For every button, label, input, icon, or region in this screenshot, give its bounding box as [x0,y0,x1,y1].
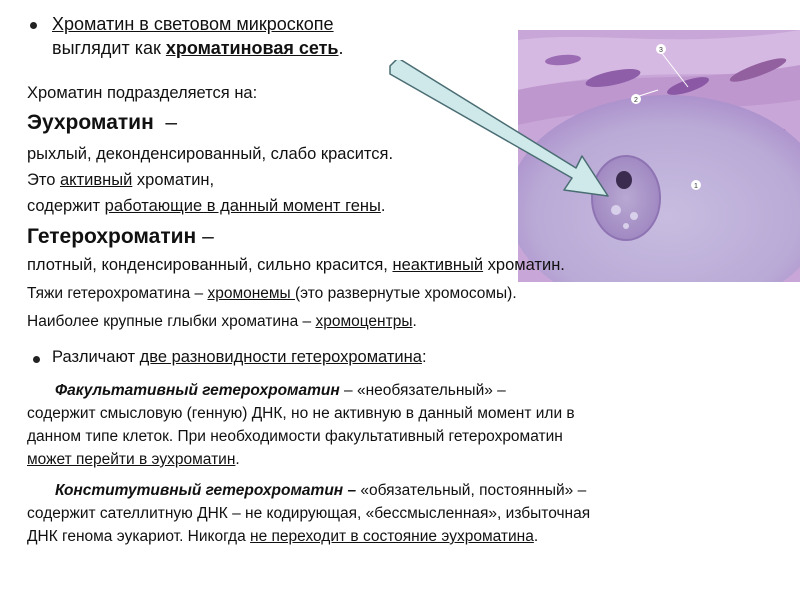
facultative-line4 [27,451,240,469]
hetero-desc-suffix: хроматин. [483,256,565,274]
facultative-line1 [55,382,506,400]
chromocenter-line [27,313,417,331]
bullet1-line1-text: Хроматин в световом микроскопе [52,14,334,34]
bullet-dot-2 [33,356,40,363]
chromocenter-prefix: Наиболее крупные глыбки хроматина – [27,313,316,330]
facultative-line3: данном типе клеток. При необходимости факультативный гетерохроматин [27,428,563,445]
facultative-term: Факультативный гетерохроматин [55,382,340,399]
two-types-link: две разновидности гетерохроматина [139,348,422,366]
facultative-line4-suffix: . [235,451,240,468]
heterochromatin-heading [27,225,214,249]
constitutive-line3 [27,528,538,546]
chromatin-network-link: хроматиновая сеть [165,38,339,58]
constitutive-line1-suffix: «обязательный, постоянный» – [356,482,587,499]
bullet1-line2-suffix: . [338,38,344,58]
bullet1-line1 [52,14,334,35]
heterochromatin-dash: – [202,225,214,248]
euchromatin-term: Эухроматин [27,111,154,134]
euchromatin-desc: рыхлый, деконденсированный, слабо красится. [27,145,394,163]
euchromatin-genes-line [27,197,385,216]
active-suffix: хроматин, [132,171,215,189]
constitutive-line1 [55,482,586,500]
genes-prefix: содержит [27,197,105,215]
chromocenter-suffix: . [412,313,417,330]
never-becomes-euchromatin-link: не переходит в состояние эухроматина [250,528,534,545]
bullet2-line [52,348,427,367]
can-become-euchromatin-link: может перейти в эухроматин [27,451,236,468]
active-prefix: Это [27,171,60,189]
constitutive-line2: содержит сателлитную ДНК – не кодирующая, «бессмысленная», избыточная [27,505,591,522]
active-word: активный [60,171,133,189]
micrograph-label-3: 3 [659,47,663,54]
micrograph-label-2: 2 [634,97,638,104]
bullet1-line2-prefix: выглядит как [52,38,166,58]
facultative-line2: содержит смысловую (генную) ДНК, но не активную в данный момент или в [27,405,575,422]
chromonema-line [27,285,517,303]
euchromatin-dash: – [165,111,178,134]
subdivides-text: Хроматин подразделяется на: [27,84,258,102]
constitutive-term: Конститутивный гетерохроматин – [55,482,357,499]
bullet2-prefix: Различают [52,348,140,366]
working-genes-link: работающие в данный момент гены [104,197,381,215]
bullet2-suffix: : [421,348,427,366]
euchromatin-active-line [27,171,214,190]
chromonema-prefix: Тяжи гетерохроматина – [27,285,208,302]
chromonema-link: хромонемы [207,285,296,302]
euchromatin-heading [27,111,177,135]
bullet1-line2 [52,38,344,59]
chromonema-suffix: (это развернутые хромосомы). [295,285,517,302]
constitutive-line3-prefix: ДНК генома эукариот. Никогда [27,528,251,545]
heterochromatin-term: Гетерохроматин [27,225,197,248]
pointer-arrow [380,60,620,210]
constitutive-line3-suffix: . [533,528,539,545]
facultative-line1-suffix: – «необязательный» – [339,382,506,399]
micrograph-label-1: 1 [694,183,698,190]
heterochromatin-desc [27,256,565,275]
hetero-desc-prefix: плотный, конденсированный, сильно красится, [27,256,393,274]
inactive-word: неактивный [392,256,484,274]
genes-suffix: . [380,197,386,215]
chromocenter-link: хромоцентры [315,313,413,330]
bullet-dot [30,22,37,29]
